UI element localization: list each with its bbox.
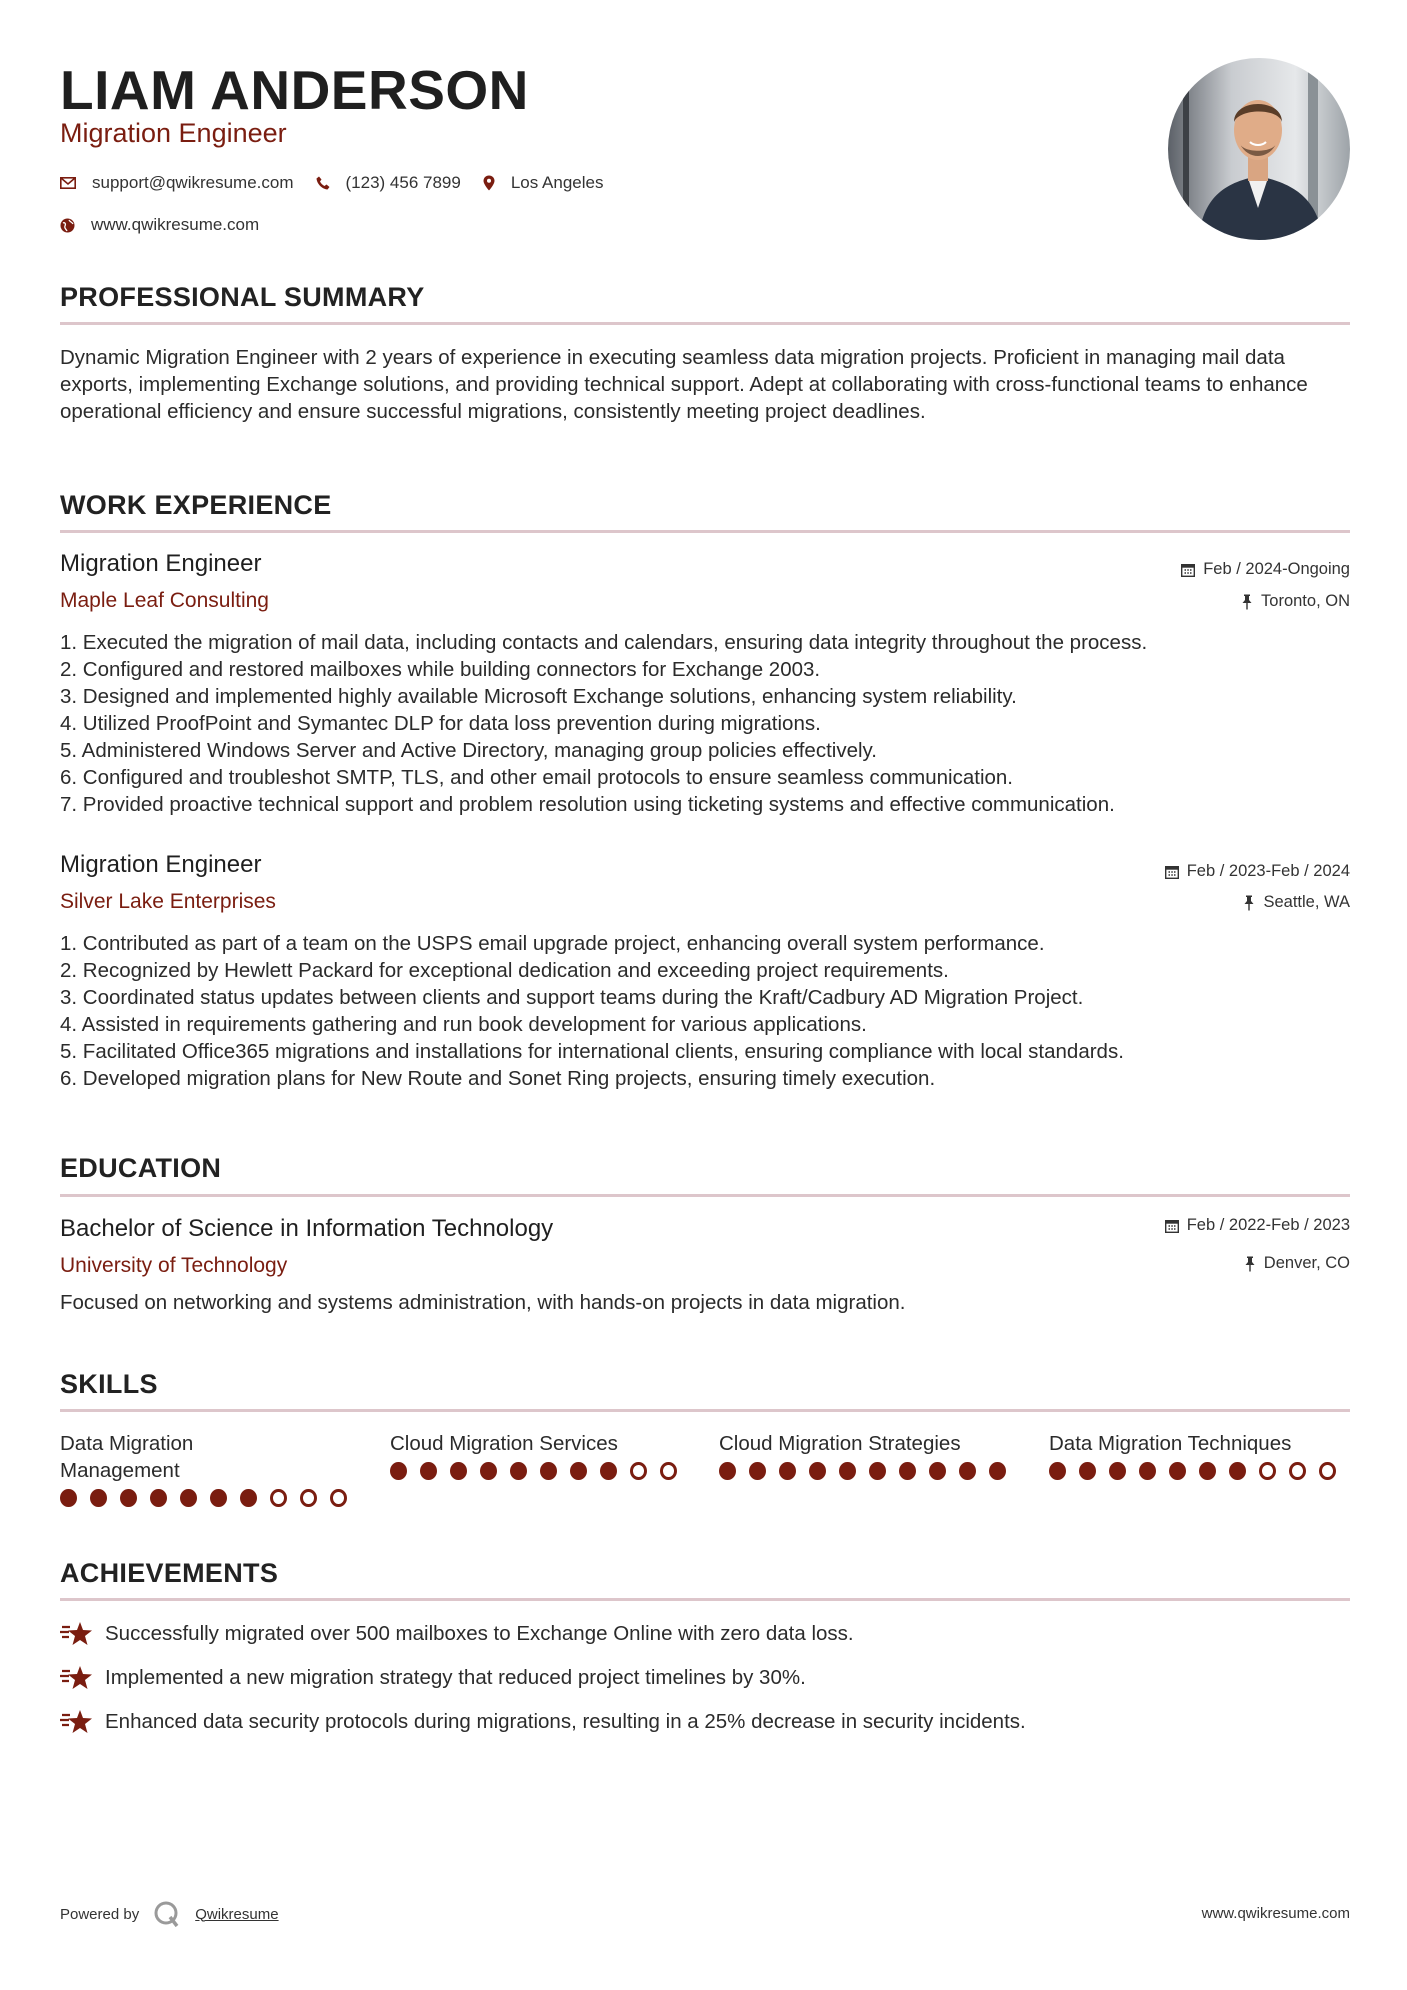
skill-item — [719, 1430, 1019, 1480]
rating-dot-filled — [929, 1462, 946, 1480]
job-title: Migration Engineer — [60, 851, 262, 878]
rating-dot-empty — [1289, 1462, 1306, 1480]
job-location: Toronto, ON — [1241, 592, 1350, 611]
rating-dot-filled — [210, 1489, 227, 1507]
star-icon — [60, 1665, 93, 1691]
achievement-text: Implemented a new migration strategy that reduced project timelines by 30%. — [105, 1666, 806, 1689]
location-item — [483, 173, 604, 193]
list-item: 2. Configured and restored mailboxes while building connectors for Exchange 2003. — [60, 658, 821, 681]
rating-dot-empty — [630, 1462, 647, 1480]
rating-dot-filled — [839, 1462, 856, 1480]
email-item[interactable] — [60, 173, 294, 193]
website-item[interactable] — [60, 215, 259, 235]
rating-dot-filled — [1079, 1462, 1096, 1480]
summary-text: Dynamic Migration Engineer with 2 years of experience in executing seamless data migration projects. Proficient in managing mail data exports, implementing Exchange solutions, and providing technical support. Adept at collaborating with cross-functional teams to enhance operational efficiency and ensure successful migrations, consistently meeting project deadlines. — [60, 346, 1308, 423]
skill-rating — [390, 1462, 690, 1480]
globe-icon — [60, 218, 75, 233]
qwikresume-link[interactable]: Qwikresume — [195, 1905, 279, 1923]
contact-row — [60, 173, 625, 193]
job-dates: Feb / 2023-Feb / 2024 — [1165, 862, 1350, 881]
star-icon — [60, 1621, 93, 1647]
phone-icon — [316, 176, 330, 190]
job-bullets — [60, 629, 1360, 818]
rating-dot-filled — [600, 1462, 617, 1480]
list-item: 1. Contributed as part of a team on the USPS email upgrade project, enhancing overall system performance. — [60, 932, 1045, 955]
skill-rating — [719, 1462, 1019, 1480]
job-dates: Feb / 2024-Ongoing — [1181, 560, 1350, 579]
rating-dot-filled — [1229, 1462, 1246, 1480]
list-item: 3. Designed and implemented highly available Microsoft Exchange solutions, enhancing system reliability. — [60, 685, 1017, 708]
rating-dot-filled — [60, 1489, 77, 1507]
skills-heading: SKILLS — [60, 1369, 158, 1399]
rating-dot-filled — [420, 1462, 437, 1480]
phone-text: (123) 456 7899 — [345, 173, 461, 192]
rating-dot-filled — [1169, 1462, 1186, 1480]
rating-dot-filled — [959, 1462, 976, 1480]
rating-dot-filled — [899, 1462, 916, 1480]
rating-dot-filled — [989, 1462, 1006, 1480]
rating-dot-filled — [719, 1462, 736, 1480]
achievement-text: Successfully migrated over 500 mailboxes to Exchange Online with zero data loss. — [105, 1622, 854, 1645]
star-icon — [60, 1709, 93, 1735]
rating-dot-filled — [150, 1489, 167, 1507]
degree-title: Bachelor of Science in Information Technology — [60, 1215, 554, 1242]
website-row — [60, 215, 281, 235]
rating-dot-filled — [1139, 1462, 1156, 1480]
list-item: 6. Developed migration plans for New Route and Sonet Ring projects, ensuring timely execution. — [60, 1067, 936, 1090]
rating-dot-filled — [749, 1462, 766, 1480]
skill-item — [390, 1430, 690, 1480]
summary-heading: PROFESSIONAL SUMMARY — [60, 282, 425, 312]
skill-rating — [1049, 1462, 1349, 1480]
job-title: Migration Engineer — [60, 550, 262, 577]
education-heading: EDUCATION — [60, 1153, 222, 1183]
list-item: 2. Recognized by Hewlett Packard for exceptional dedication and exceeding project requirements. — [60, 959, 949, 982]
experience-heading: WORK EXPERIENCE — [60, 490, 332, 520]
job-company: Maple Leaf Consulting — [60, 589, 269, 612]
skill-name: Cloud Migration Strategies — [719, 1432, 961, 1455]
rating-dot-empty — [300, 1489, 317, 1507]
achievement-item — [60, 1709, 1026, 1735]
footer-site-link[interactable]: www.qwikresume.com — [1201, 1905, 1350, 1922]
email-text: support@qwikresume.com — [92, 173, 294, 192]
map-pin-icon — [483, 175, 495, 191]
achievement-text: Enhanced data security protocols during migrations, resulting in a 25% decrease in security incidents. — [105, 1710, 1026, 1733]
candidate-name: LIAM ANDERSON — [60, 59, 529, 121]
candidate-role: Migration Engineer — [60, 118, 287, 148]
education-divider — [60, 1194, 1350, 1197]
pushpin-icon — [1241, 594, 1253, 610]
job-company: Silver Lake Enterprises — [60, 890, 276, 913]
list-item: 1. Executed the migration of mail data, including contacts and calendars, ensuring data integrity throughout the process. — [60, 631, 1148, 654]
job-location: Seattle, WA — [1243, 893, 1350, 912]
qwikresume-logo-icon — [153, 1900, 181, 1928]
footer-powered-by — [60, 1900, 279, 1928]
list-item: 4. Assisted in requirements gathering and run book development for various applications. — [60, 1013, 867, 1036]
powered-by-label: Powered by — [60, 1905, 140, 1923]
pushpin-icon — [1244, 1256, 1256, 1272]
rating-dot-empty — [270, 1489, 287, 1507]
profile-photo — [1168, 58, 1350, 240]
list-item: 3. Coordinated status updates between clients and support teams during the Kraft/Cadbury AD Migration Project. — [60, 986, 1084, 1009]
location-text: Los Angeles — [510, 173, 604, 192]
rating-dot-filled — [570, 1462, 587, 1480]
rating-dot-filled — [90, 1489, 107, 1507]
website-text: www.qwikresume.com — [91, 215, 260, 234]
achievements-divider — [60, 1598, 1350, 1601]
achievement-item — [60, 1665, 806, 1691]
skill-name: Cloud Migration Services — [390, 1432, 618, 1455]
rating-dot-empty — [1319, 1462, 1336, 1480]
skill-item — [1049, 1430, 1349, 1480]
rating-dot-filled — [510, 1462, 527, 1480]
school-name: University of Technology — [60, 1254, 288, 1277]
rating-dot-filled — [869, 1462, 886, 1480]
skill-name: Data Migration Management — [60, 1432, 194, 1482]
experience-divider — [60, 530, 1350, 533]
list-item: 7. Provided proactive technical support and problem resolution using ticketing systems and effective communication. — [60, 793, 1115, 816]
rating-dot-filled — [1109, 1462, 1126, 1480]
list-item: 5. Administered Windows Server and Active Directory, managing group policies effectively. — [60, 739, 877, 762]
rating-dot-filled — [809, 1462, 826, 1480]
rating-dot-filled — [480, 1462, 497, 1480]
achievements-heading: ACHIEVEMENTS — [60, 1558, 279, 1588]
rating-dot-filled — [1199, 1462, 1216, 1480]
rating-dot-empty — [660, 1462, 677, 1480]
pushpin-icon — [1243, 895, 1255, 911]
rating-dot-filled — [540, 1462, 557, 1480]
skill-rating — [60, 1489, 360, 1507]
summary-divider — [60, 322, 1350, 325]
calendar-icon — [1165, 865, 1179, 879]
skill-name: Data Migration Techniques — [1049, 1432, 1292, 1455]
skills-divider — [60, 1409, 1350, 1412]
rating-dot-filled — [180, 1489, 197, 1507]
achievement-item — [60, 1621, 854, 1647]
rating-dot-empty — [1259, 1462, 1276, 1480]
list-item: 5. Facilitated Office365 migrations and installations for international clients, ensuring compliance with local standards. — [60, 1040, 1124, 1063]
skill-item — [60, 1430, 360, 1507]
envelope-icon — [60, 177, 76, 189]
job-bullets — [60, 930, 1360, 1092]
rating-dot-filled — [120, 1489, 137, 1507]
education-description: Focused on networking and systems administration, with hands-on projects in data migration. — [60, 1291, 906, 1314]
phone-item[interactable] — [316, 173, 461, 193]
education-location: Denver, CO — [1244, 1254, 1350, 1273]
rating-dot-filled — [1049, 1462, 1066, 1480]
rating-dot-filled — [240, 1489, 257, 1507]
rating-dot-filled — [450, 1462, 467, 1480]
calendar-icon — [1165, 1219, 1179, 1233]
education-dates: Feb / 2022-Feb / 2023 — [1165, 1216, 1350, 1235]
calendar-icon — [1181, 563, 1195, 577]
list-item: 4. Utilized ProofPoint and Symantec DLP for data loss prevention during migrations. — [60, 712, 821, 735]
list-item: 6. Configured and troubleshot SMTP, TLS, and other email protocols to ensure seamless communication. — [60, 766, 1013, 789]
rating-dot-filled — [390, 1462, 407, 1480]
rating-dot-filled — [779, 1462, 796, 1480]
rating-dot-empty — [330, 1489, 347, 1507]
